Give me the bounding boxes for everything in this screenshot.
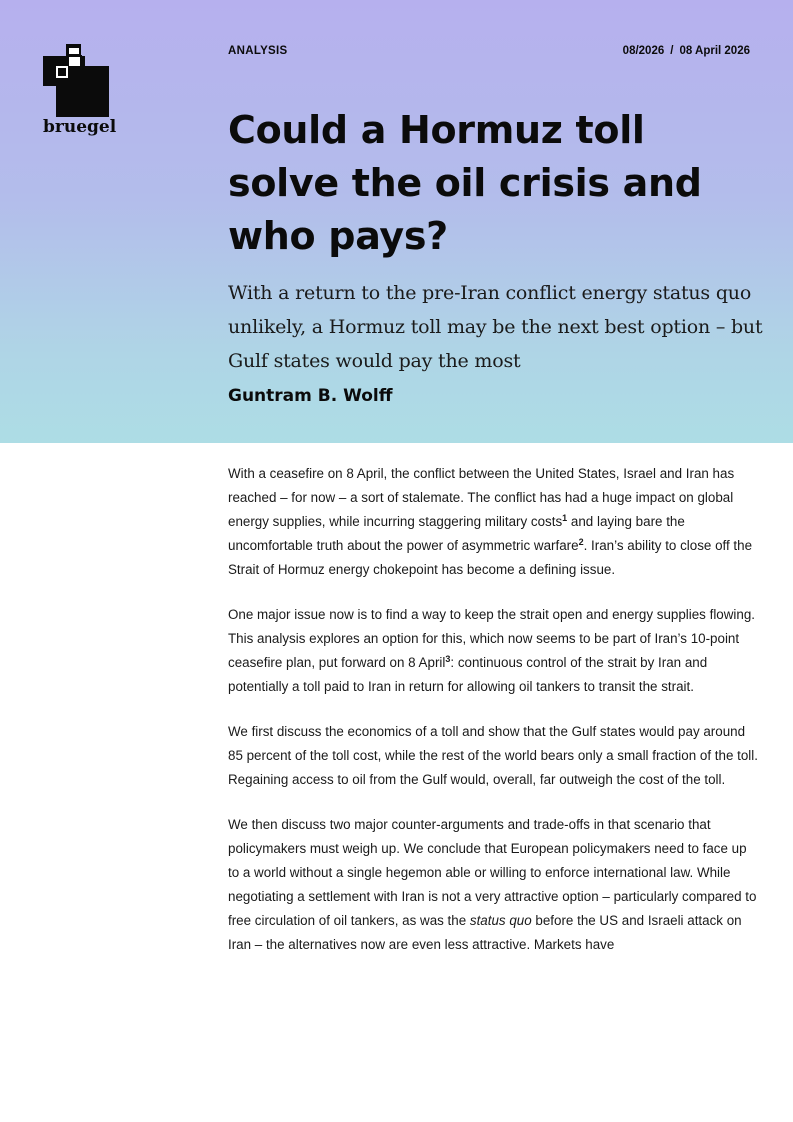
paragraph-4-text-b: before the US and Israeli attack on Iran – the alternatives now are even less attractive. Markets have (228, 913, 742, 952)
paragraph-1 (228, 462, 758, 582)
paragraph-4-text-a: We then discuss two major counter-arguments and trade-offs in that scenario that policymakers must weigh up. We conclude that European policymakers need to face up to a world without a single hegemon able or willing to enforce international law. While negotiating a settlement with Iran is not a very attractive option – particularly compared to free circulation of oil tankers, as was the (228, 817, 757, 928)
bruegel-logo[interactable] (43, 44, 123, 140)
section-label: ANALYSIS (228, 45, 288, 57)
document-meta (623, 45, 750, 57)
footnote-ref-2[interactable]: 2 (578, 537, 584, 547)
document-number: 08/2026 (622, 45, 665, 57)
author-name[interactable]: Guntram B. Wolff (228, 386, 393, 406)
page-subtitle: With a return to the pre-Iran conflict energy status quo unlikely, a Hormuz toll may be the next best option – but Gulf states would pay the most (228, 282, 763, 372)
meta-separator: / (670, 45, 674, 57)
paragraph-4 (228, 813, 758, 957)
brand-name: bruegel (43, 117, 117, 137)
paragraph-1-text-b: and laying bare the uncomfortable truth about the power of asymmetric warfare (228, 514, 685, 553)
paragraph-2-text-b: : continuous control of the strait by Iran and potentially a toll paid to Iran in return for allowing oil tankers to transit the strait. (228, 655, 708, 694)
paragraph-1-text-c: . Iran’s ability to close off the Strait of Hormuz energy chokepoint has become a defining issue. (228, 538, 753, 577)
paragraph-2 (228, 603, 758, 699)
publication-date: 08 April 2026 (679, 45, 750, 57)
paragraph-3: We first discuss the economics of a toll and show that the Gulf states would pay around 85 percent of the toll cost, while the rest of the world bears only a small fraction of the toll. Regaining access to oil from the Gulf would, overall, far outweigh the cost of the toll. (228, 724, 758, 787)
page-title: Could a Hormuz toll solve the oil crisis and who pays? (228, 108, 702, 258)
footnote-ref-3[interactable]: 3 (445, 654, 451, 664)
bruegel-logo-mark-icon (43, 44, 113, 118)
footnote-ref-1[interactable]: 1 (562, 513, 568, 523)
paragraph-4-emphasis: status quo (469, 913, 532, 928)
article-body (228, 462, 758, 978)
paragraph-1-text-a: With a ceasefire on 8 April, the conflict between the United States, Israel and Iran has reached – for now – a sort of stalemate. The conflict has had a huge impact on global energy supplies, while incurring staggering military costs (228, 466, 735, 529)
paragraph-2-text-a: One major issue now is to find a way to keep the strait open and energy supplies flowing. This analysis explores an option for this, which now seems to be part of Iran’s 10-point ceasefire plan, put forward on 8 April (228, 607, 755, 670)
